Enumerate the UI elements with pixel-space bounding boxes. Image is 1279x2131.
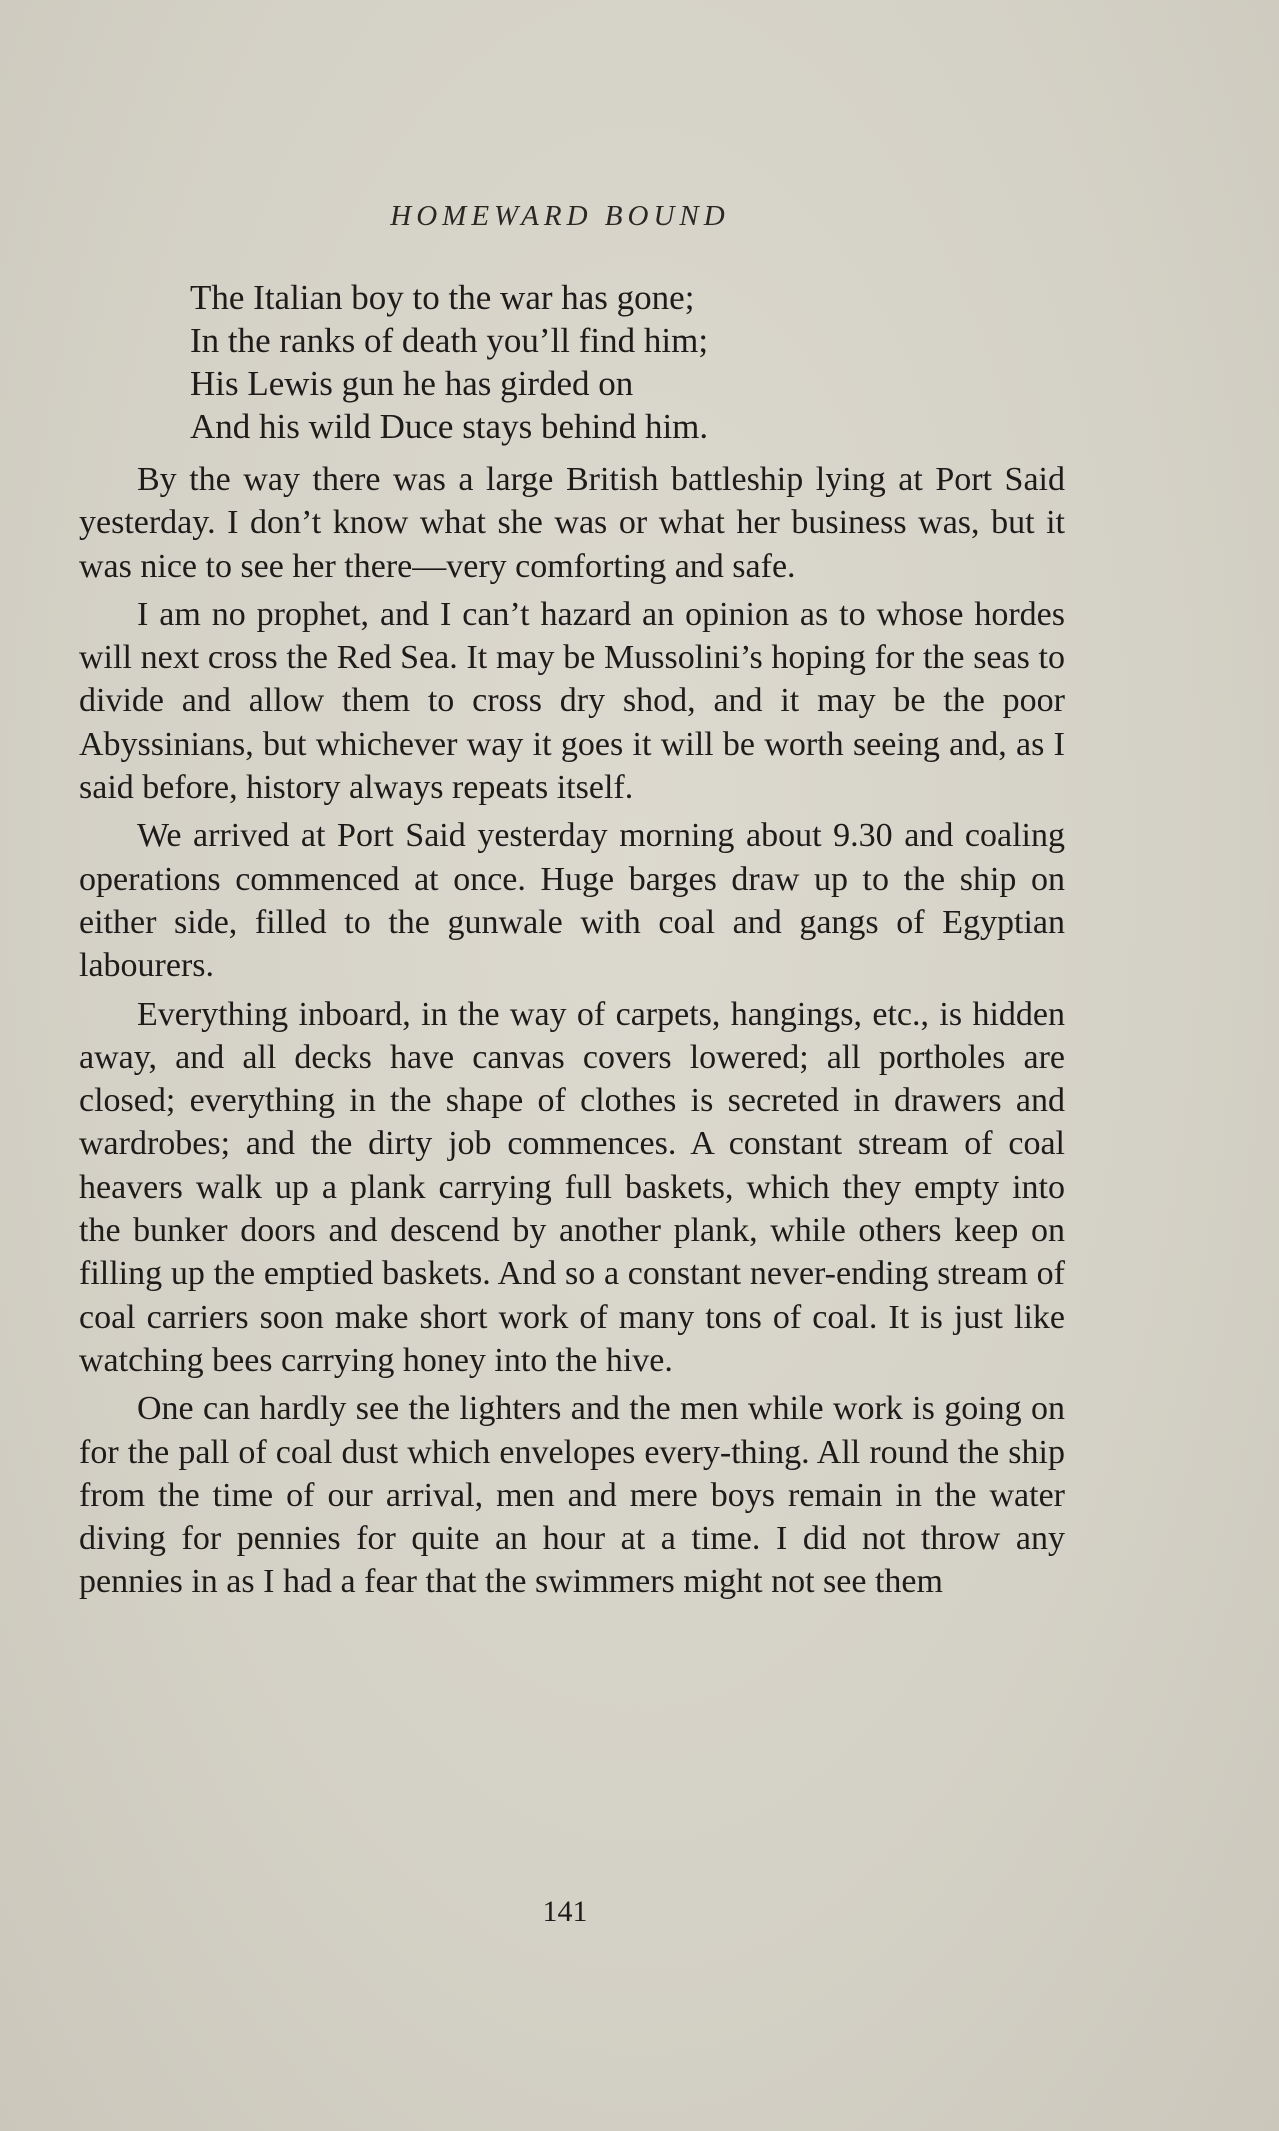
paragraph: One can hardly see the lighters and the men while work is going on for the pall of coal dust which envelopes every-thing. All round the ship from the time of our arrival, men and mere boys remain in the water diving for pennies for quite an hour at a time. I did not throw any pennies in as I had a fear that the swimmers might not see them bbox=[79, 1390, 1065, 1601]
verse-line: The Italian boy to the war has gone; bbox=[190, 278, 695, 317]
page-number: 141 bbox=[542, 1895, 588, 1928]
verse-stanza bbox=[190, 276, 708, 448]
body-text bbox=[79, 458, 1065, 1604]
verse-line: In the ranks of death you’ll find him; bbox=[190, 321, 709, 360]
verse-line: His Lewis gun he has girded on bbox=[190, 364, 634, 403]
paragraph: We arrived at Port Said yesterday morning about 9.30 and coaling operations commenced at once. Huge barges draw up to the ship on either side, filled to the gunwale with coal and gangs of Egyptian labourers. bbox=[79, 817, 1065, 985]
paragraph: I am no prophet, and I can’t hazard an opinion as to whose hordes will next cross the Red Sea. It may be Mussolini’s hoping for the seas to divide and allow them to cross dry shod, and it may be the poor Abyssinians, but whichever way it goes it will be worth seeing and, as I said before, history always repeats itself. bbox=[79, 595, 1065, 807]
running-head: HOMEWARD BOUND bbox=[390, 200, 730, 232]
verse-line: And his wild Duce stays behind him. bbox=[190, 407, 709, 446]
paragraph: Everything inboard, in the way of carpets, hangings, etc., is hidden away, and all decks have canvas covers lowered; all portholes are closed; everything in the shape of clothes is secreted in drawers and wardrobes; and the dirty job commences. A constant stream of coal heavers walk up a plank carrying full baskets, which they empty into the bunker doors and descend by another plank, while others keep on filling up the emptied baskets. And so a constant never-ending stream of coal carriers soon make short work of many tons of coal. It is just like watching bees carrying honey into the hive. bbox=[79, 995, 1065, 1379]
paragraph: By the way there was a large British battleship lying at Port Said yesterday. I don’t know what she was or what her business was, but it was nice to see her there—very comforting and safe. bbox=[79, 461, 1065, 585]
